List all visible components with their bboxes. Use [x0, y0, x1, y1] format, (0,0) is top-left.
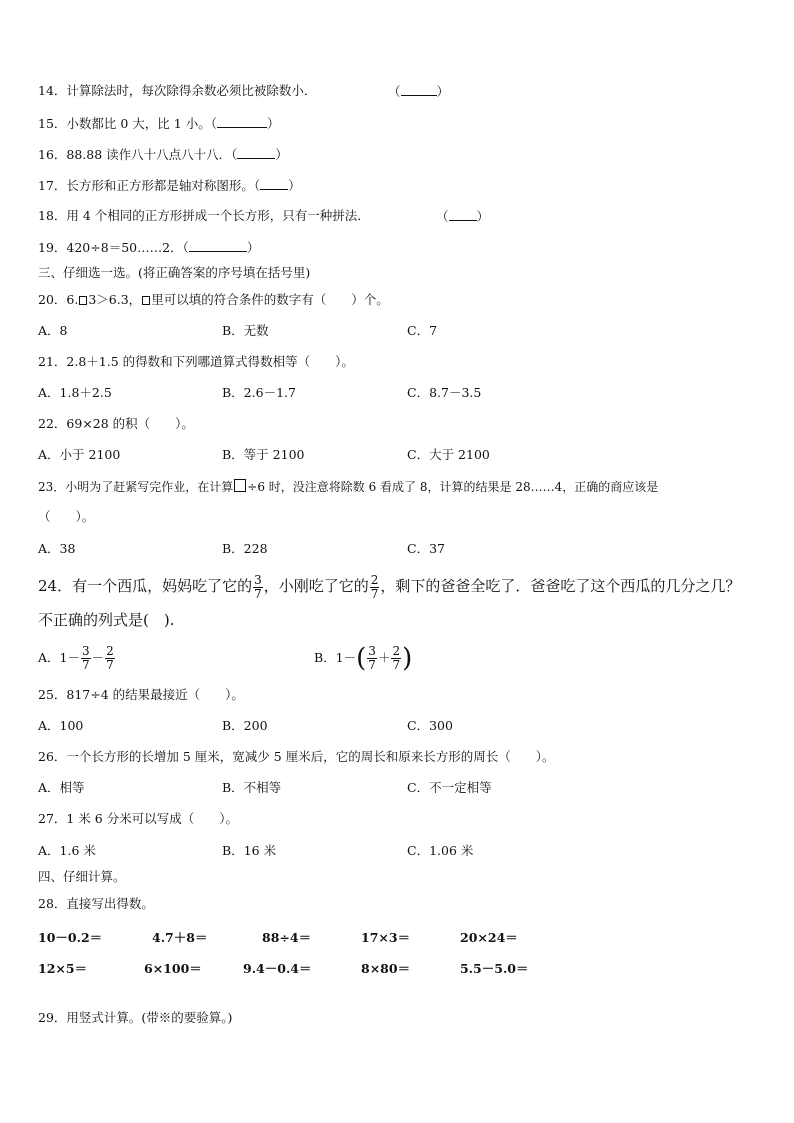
section-3-heading: 三、仔细选一选。(将正确答案的序号填在括号里)	[38, 265, 311, 280]
question-14-text: 14．计算除法时，每次除得余数必须比被除数小．	[38, 83, 317, 98]
q20-option-a[interactable]: A．8	[38, 323, 68, 338]
calc-item: 10－0.2＝	[38, 930, 103, 945]
question-19: 19．420÷8＝50……2．（ ）	[38, 240, 260, 255]
question-18: 18．用 4 个相同的正方形拼成一个长方形，只有一种拼法．	[38, 208, 370, 223]
question-16: 16．88.88 读作八十八点八十八．（ ）	[38, 147, 288, 162]
question-24-line2: 不正确的列式是( ).	[38, 611, 175, 629]
question-20: 20．6. 3＞6.3， 里可以填的符合条件的数字有（ ）个。	[38, 292, 389, 307]
q22-option-c[interactable]: C．大于 2100	[407, 447, 490, 462]
fraction-3-7: $\frac{3}{7}$	[254, 572, 262, 601]
calc-item: 20×24＝	[460, 930, 518, 945]
blank-square-icon	[79, 296, 87, 305]
calc-item: 5.5－5.0＝	[460, 961, 529, 976]
question-14	[38, 83, 316, 99]
q23-option-c[interactable]: C．37	[407, 541, 445, 556]
q20-option-c[interactable]: C．7	[407, 323, 438, 338]
q22-option-a[interactable]: A．小于 2100	[38, 447, 121, 462]
answer-blank-19[interactable]	[189, 239, 247, 252]
blank-square-icon	[234, 479, 246, 492]
q21-option-b[interactable]: B．2.6－1.7	[222, 385, 296, 400]
calc-item: 8×80＝	[361, 961, 411, 976]
calc-item: 6×100＝	[144, 961, 202, 976]
q26-option-c[interactable]: C．不一定相等	[407, 780, 492, 795]
q24-option-a[interactable]: A．1－ $\frac{3}{7}$ － $\frac{2}{7}$	[38, 644, 114, 672]
q21-option-c[interactable]: C．8.7－3.5	[407, 385, 482, 400]
question-23-line2: （ ）。	[38, 509, 95, 524]
q27-option-b[interactable]: B．16 米	[222, 843, 277, 858]
q25-option-a[interactable]: A．100	[38, 718, 84, 733]
blank-square-icon	[142, 296, 150, 305]
question-23: 23．小明为了赶紧写完作业，在计算 ÷6 时，没注意将除数 6 看成了 8，计算的结果是 28……4，正确的商应该是	[38, 480, 659, 494]
calc-item: 17×3＝	[361, 930, 411, 945]
answer-blank-14[interactable]: （ ）	[388, 84, 450, 99]
question-24: 24．有一个西瓜，妈妈吃了它的 $\frac{3}{7}$ ，小刚吃了它的 $\frac{2}{7}$ ，剩下的爸爸全吃了．爸爸吃了这个西瓜的几分之几？	[38, 572, 741, 601]
left-paren-icon: (	[356, 643, 367, 674]
q21-option-a[interactable]: A．1.8＋2.5	[38, 385, 112, 400]
answer-blank-17[interactable]	[260, 177, 288, 190]
q23-option-b[interactable]: B．228	[222, 541, 268, 556]
q20-option-b[interactable]: B．无数	[222, 323, 269, 338]
calc-item: 12×5＝	[38, 961, 88, 976]
calc-item: 4.7＋8＝	[152, 930, 208, 945]
question-21: 21．2.8＋1.5 的得数和下列哪道算式得数相等（ ）。	[38, 354, 354, 369]
q26-option-b[interactable]: B．不相等	[222, 780, 282, 795]
q25-option-c[interactable]: C．300	[407, 718, 453, 733]
section-4-heading: 四、仔细计算。	[38, 869, 126, 884]
answer-blank-18[interactable]: （ ）	[436, 209, 490, 224]
question-17: 17．长方形和正方形都是轴对称图形。（ ）	[38, 178, 301, 193]
answer-blank-16[interactable]	[237, 146, 275, 159]
q22-option-b[interactable]: B．等于 2100	[222, 447, 305, 462]
q25-option-b[interactable]: B．200	[222, 718, 268, 733]
question-26: 26．一个长方形的长增加 5 厘米，宽减少 5 厘米后，它的周长和原来长方形的周长（ ）。	[38, 749, 555, 764]
question-15: 15．小数都比 0 大，比 1 小。（ ）	[38, 116, 280, 131]
q24-option-b[interactable]: B．1－( $\frac{3}{7}$ ＋ $\frac{2}{7}$ )	[314, 643, 413, 674]
calc-item: 88÷4＝	[262, 930, 312, 945]
question-29: 29．用竖式计算。(带※的要验算。)	[38, 1010, 233, 1025]
question-27: 27．1 米 6 分米可以写成（ ）。	[38, 811, 238, 826]
q26-option-a[interactable]: A．相等	[38, 780, 85, 795]
question-22: 22．69×28 的积（ ）。	[38, 416, 194, 431]
answer-blank-15[interactable]	[217, 115, 267, 128]
q27-option-c[interactable]: C．1.06 米	[407, 843, 474, 858]
question-28: 28．直接写出得数。	[38, 896, 154, 911]
calc-item: 9.4－0.4＝	[243, 961, 312, 976]
question-25: 25．817÷4 的结果最接近（ ）。	[38, 687, 244, 702]
q23-option-a[interactable]: A．38	[38, 541, 76, 556]
q27-option-a[interactable]: A．1.6 米	[38, 843, 96, 858]
right-paren-icon: )	[402, 643, 413, 674]
fraction-2-7: $\frac{2}{7}$	[370, 572, 379, 601]
